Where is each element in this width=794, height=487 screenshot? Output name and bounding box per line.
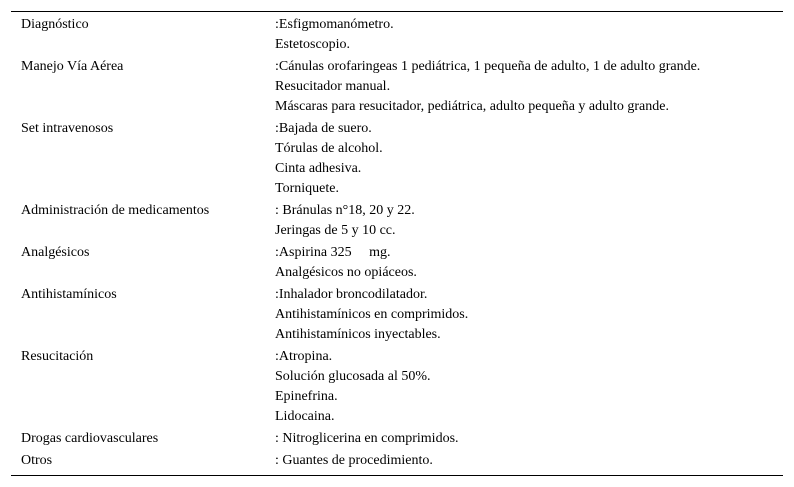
category-cell: Otros	[21, 453, 53, 468]
equipment-table	[11, 11, 783, 476]
items-cell	[275, 119, 783, 199]
item-text: Antihistamínicos inyectables.	[275, 327, 441, 342]
category-cell: Resucitación	[21, 349, 94, 364]
table-row-analgesicos	[11, 243, 783, 283]
table-row-antihistaminicos	[11, 285, 783, 345]
item-text: :Cánulas orofaringeas 1 pediátrica, 1 pequeña de adulto, 1 de adulto grande.	[275, 59, 701, 74]
items-cell	[275, 285, 783, 345]
item-text: : Bránulas n°18, 20 y 22.	[275, 203, 415, 218]
items-cell	[275, 429, 783, 449]
item-text: Máscaras para resucitador, pediátrica, adulto pequeña y adulto grande.	[275, 99, 669, 114]
item-text: Solución glucosada al 50%.	[275, 369, 431, 384]
category-cell: Administración de medicamentos	[21, 203, 210, 218]
item-text: Torniquete.	[275, 181, 339, 196]
item-text: Estetoscopio.	[275, 37, 351, 52]
category-cell: Set intravenosos	[21, 121, 114, 136]
item-text: : Nitroglicerina en comprimidos.	[275, 431, 459, 446]
item-text: Resucitador manual.	[275, 79, 391, 94]
items-cell	[275, 243, 783, 283]
table-row-diagnostico	[11, 15, 783, 55]
items-cell	[275, 347, 783, 427]
item-text: Lidocaina.	[275, 409, 335, 424]
items-cell	[275, 451, 783, 471]
category-cell: Analgésicos	[21, 245, 90, 260]
table-row-administracion-medicamentos	[11, 201, 783, 241]
item-text: Tórulas de alcohol.	[275, 141, 383, 156]
item-text: :Aspirina 325 mg.	[275, 245, 391, 260]
item-text: : Guantes de procedimiento.	[275, 453, 433, 468]
item-text: :Bajada de suero.	[275, 121, 372, 136]
items-cell	[275, 57, 783, 117]
item-text: Antihistamínicos en comprimidos.	[275, 307, 469, 322]
item-text: :Atropina.	[275, 349, 333, 364]
category-cell: Drogas cardiovasculares	[21, 431, 159, 446]
table-row-resucitacion	[11, 347, 783, 427]
items-cell	[275, 201, 783, 241]
category-cell: Diagnóstico	[21, 17, 89, 32]
items-cell	[275, 15, 783, 55]
table-row-set-intravenosos	[11, 119, 783, 199]
item-text: Epinefrina.	[275, 389, 338, 404]
item-text: :Esfigmomanómetro.	[275, 17, 394, 32]
table-row-drogas-cardiovasculares	[11, 429, 783, 449]
table-row-otros	[11, 451, 783, 471]
category-cell: Antihistamínicos	[21, 287, 117, 302]
table-body	[11, 12, 783, 475]
item-text: :Inhalador broncodilatador.	[275, 287, 428, 302]
item-text: Jeringas de 5 y 10 cc.	[275, 223, 396, 238]
category-cell: Manejo Vía Aérea	[21, 59, 124, 74]
item-text: Cinta adhesiva.	[275, 161, 362, 176]
item-text: Analgésicos no opiáceos.	[275, 265, 417, 280]
table-row-manejo-via-aerea	[11, 57, 783, 117]
